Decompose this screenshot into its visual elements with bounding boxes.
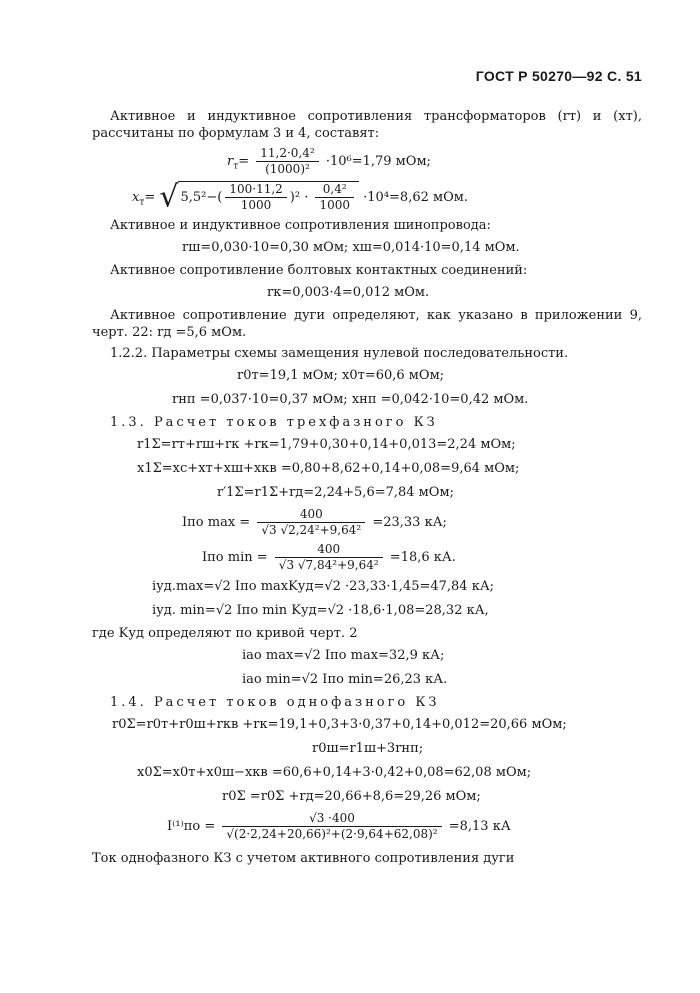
fraction-numerator: 0,4² (322, 182, 347, 196)
formula-busbar: rш=0,030·10=0,30 мОм; xш=0,014·10=0,14 мОм. (182, 240, 520, 255)
formula-xt-result: ·10⁴=8,62 мОм. (363, 190, 469, 205)
paragraph-transformer-resistance: Активное и индуктивное сопротивления трансформаторов (rт) и (xт), рассчитаны по формулам 3 и 4, составят: (92, 109, 642, 141)
page-header: ГОСТ Р 50270—92 С. 51 (475, 68, 642, 84)
paragraph-zero-sequence: 1.2.2. Параметры схемы замещения нулевой последовательности. (110, 346, 569, 361)
fraction-denominator: 1000 (315, 197, 354, 213)
section-three-phase: 1.3. Расчет токов трехфазного КЗ (110, 415, 438, 430)
fraction-numerator: 100·11,2 (229, 182, 283, 196)
fraction-denominator: √3 √2,24²+9,64² (257, 522, 365, 538)
formula-zero-busbar: rнп =0,037·10=0,37 мОм; xнп =0,042·10=0,42 мОм. (172, 392, 529, 407)
fraction-denominator: √(2·2,24+20,66)²+(2·9,64+62,08)² (222, 826, 441, 842)
fraction-denominator: (1000)² (256, 161, 318, 177)
paragraph-arc: Активное сопротивление дуги определяют, как указано в приложении 9, черт. 22: rд =5,6 мОм. (92, 308, 642, 340)
formula-r0sh: r0ш=r1ш+3rнп; (312, 741, 424, 756)
fraction-denominator: 1000 (225, 197, 286, 213)
formula-r0sum-arc: r0Σ =r0Σ +rд=20,66+8,6=29,26 мОм; (222, 789, 481, 804)
formula-iud-max: iуд.max=√2 Iпо maxKуд=√2 ·23,33·1,45=47,84 кА; (152, 579, 495, 594)
formula-zero-transformer: r0т=19,1 мОм; x0т=60,6 мОм; (237, 368, 445, 383)
radicand: 5,5²−( $\frac{100\cdot 11,2}{1000}$ )² · $\frac{\text{0,4²}}{1000}$ (178, 181, 359, 213)
fraction-numerator: 400 (299, 507, 323, 521)
formula-result: =18,6 кА. (389, 550, 456, 565)
fraction-numerator: √3 ·400 (309, 811, 355, 825)
section-single-phase: 1.4. Расчет токов однофазного КЗ (110, 695, 440, 710)
formula-lhs: Iпо max = (182, 515, 251, 530)
formula-iud-min: iуд. min=√2 Iпо min Kуд=√2 ·18,6·1,08=28,32 кА, (152, 603, 489, 618)
formula-r1sum: r1Σ=rт+rш+rк +rк=1,79+0,30+0,14+0,013=2,24 мОм; (137, 437, 516, 452)
fraction-numerator: 400 (317, 542, 341, 556)
formula-x1sum: x1Σ=xc+xт+xш+xкв =0,80+8,62+0,14+0,08=9,64 мОм; (137, 461, 520, 476)
formula-lhs: I⁽¹⁾по = (167, 819, 216, 834)
formula-i1 (92, 811, 642, 842)
formula-ia-max: iао max=√2 Iпо max=32,9 кА; (242, 648, 445, 663)
radical-sign: √ (159, 179, 179, 215)
paragraph-contacts: Активное сопротивление болтовых контактных соединений: (110, 263, 528, 278)
formula-ia-min: iао min=√2 Iпо min=26,23 кА. (242, 672, 448, 687)
formula-x0sum: x0Σ=x0т+x0ш−xкв =60,6+0,14+3·0,42+0,08=62,08 мОм; (137, 765, 532, 780)
formula-imax (92, 507, 642, 538)
page-content (92, 108, 642, 871)
fraction-denominator: √3 √7,84²+9,64² (275, 557, 383, 573)
fraction-rt (256, 146, 318, 177)
formula-result: =23,33 кА; (372, 515, 447, 530)
formula-rt: $r_т=$ $\frac{\text{11,2·0,4²}}{\text{(1000)²}}$ ·10⁶=1,79 мОм; (227, 146, 431, 176)
formula-r1sum-prime: r′1Σ=r1Σ+rд=2,24+5,6=7,84 мОм; (217, 485, 454, 500)
fraction-numerator: 11,2·0,4² (260, 146, 315, 160)
formula-xt: $x_т=$ √ 5,5²−( $\frac{100\cdot 11,2}{1000}$ )² · $\frac{\text{0,4²}}{1000}$ ·10⁴=8,62 мОм. (132, 179, 469, 215)
formula-lhs: Iпо min = (202, 550, 268, 565)
formula-contacts: rк=0,003·4=0,012 мОм. (267, 285, 430, 300)
formula-result: =8,13 кА (448, 819, 511, 834)
paragraph-kud-note: где Kуд определяют по кривой черт. 2 (92, 626, 358, 641)
formula-rt-result: ·10⁶=1,79 мОм; (325, 154, 431, 169)
paragraph-arc-current: Ток однофазного КЗ с учетом активного сопротивления дуги (92, 851, 515, 866)
formula-imin (92, 542, 642, 573)
formula-r0sum: r0Σ=r0т+r0ш+rкв +rк=19,1+0,3+3·0,37+0,14+0,012=20,66 мОм; (112, 717, 567, 732)
paragraph-busbar: Активное и индуктивное сопротивления шинопровода: (110, 218, 491, 233)
